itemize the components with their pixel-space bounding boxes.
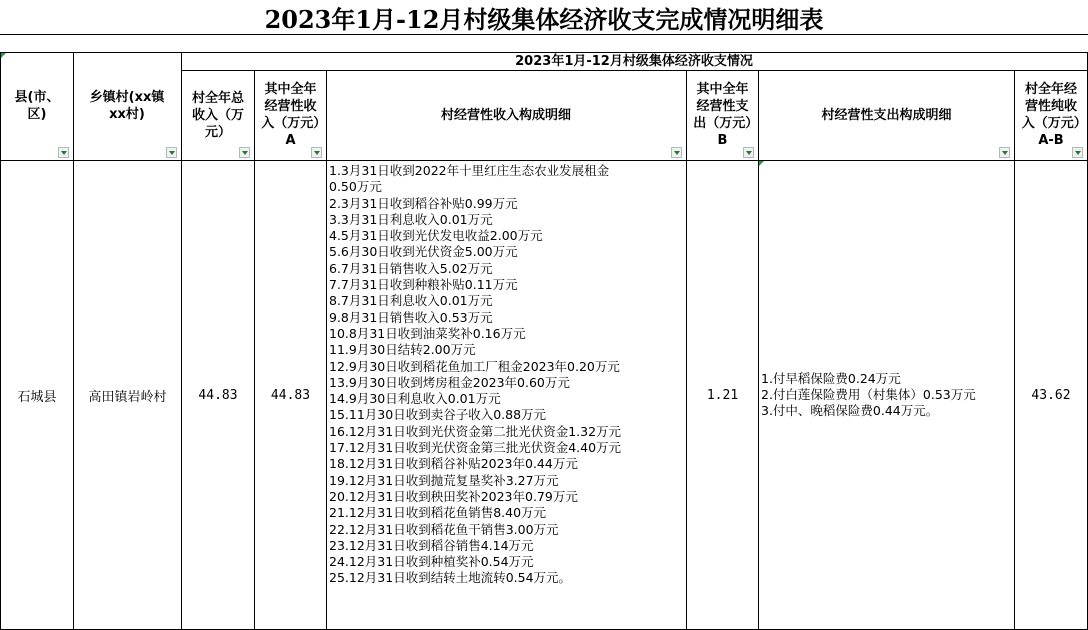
income-detail-line: 23.12月31日收到稻谷销售4.14万元	[329, 537, 534, 553]
income-detail-line: 16.12月31日收到光伏资金第二批光伏资金1.32万元	[329, 423, 622, 439]
header-village: 乡镇村(xx镇xx村)	[89, 90, 165, 122]
cell-net-income: 43.62	[1031, 387, 1071, 403]
income-detail-line: 19.12月31日收到抛荒复垦奖补3.27万元	[329, 472, 559, 488]
income-detail-line: 8.7月31日利息收入0.01万元	[329, 293, 493, 309]
filter-dropdown-icon[interactable]	[58, 147, 69, 158]
income-detail-line: 9.8月31日销售收入0.53万元	[329, 309, 493, 325]
cell-village: 高田镇岩岭村	[88, 389, 167, 405]
header-operating-expense: 其中全年经营性支出（万元）B	[693, 82, 752, 148]
expense-detail-line: 1.付早稻保险费0.24万元	[761, 370, 901, 386]
income-detail-line: 11.9月30日结转2.00万元	[329, 342, 476, 358]
income-detail-line: 25.12月31日收到结转土地流转0.54万元。	[329, 570, 572, 586]
income-detail-line: 7.7月31日收到种粮补贴0.11万元	[329, 277, 518, 293]
grid-line	[758, 70, 759, 630]
page-title: 2023年1月-12月村级集体经济收支完成情况明细表	[264, 5, 824, 34]
grid-line	[0, 34, 1088, 35]
cell-operating-expense: 1.21	[706, 387, 739, 403]
header-total-income: 村全年总收入（万元）	[191, 90, 244, 140]
group-header: 2023年1月-12月村级集体经济收支情况	[515, 53, 753, 69]
expense-detail-list	[761, 371, 1007, 420]
income-detail-list	[329, 163, 685, 587]
income-detail-line: 18.12月31日收到稻谷补贴2023年0.44万元	[329, 456, 578, 472]
income-detail-line: 21.12月31日收到稻花鱼销售8.40万元	[329, 505, 547, 521]
grid-line	[326, 70, 327, 630]
header-county: 县(市、区)	[14, 90, 60, 122]
income-detail-line: 17.12月31日收到光伏资金第三批光伏资金4.40万元	[329, 440, 622, 456]
filter-dropdown-icon[interactable]	[166, 147, 177, 158]
cell-operating-income: 44.83	[270, 387, 311, 403]
income-detail-line: 22.12月31日收到稻花鱼干销售3.00万元	[329, 521, 559, 537]
income-detail-line: 20.12月31日收到秧田奖补2023年0.79万元	[329, 488, 578, 504]
income-detail-line: 10.8月31日收到油菜奖补0.16万元	[329, 325, 526, 341]
income-detail-line: 4.5月31日收到光伏发电收益2.00万元	[329, 228, 543, 244]
grid-line	[181, 70, 1088, 71]
filter-dropdown-icon[interactable]	[743, 147, 754, 158]
filter-dropdown-icon[interactable]	[1072, 147, 1083, 158]
filter-dropdown-icon[interactable]	[999, 147, 1010, 158]
income-detail-line: 3.3月31日利息收入0.01万元	[329, 211, 493, 227]
income-detail-line: 14.9月30日利息收入0.01万元	[329, 391, 501, 407]
income-detail-line: 12.9月30日收到稻花鱼加工厂租金2023年0.20万元	[329, 358, 620, 374]
cell-total-income: 44.83	[198, 387, 238, 403]
income-detail-line: 1.3月31日收到2022年十里红庄生态农业发展租金	[329, 163, 610, 178]
expense-detail-line: 2.付白莲保险费用（村集体）0.53万元	[761, 386, 976, 402]
header-expense-detail: 村经营性支出构成明细	[821, 107, 952, 123]
header-operating-income: 其中全年经营性收入（万元）A	[261, 82, 320, 148]
expense-detail-line: 3.付中、晚稻保险费0.44万元。	[761, 403, 939, 419]
cell-county: 石城县	[17, 389, 57, 405]
income-detail-line: 13.9月30日收到烤房租金2023年0.60万元	[329, 374, 570, 390]
header-net-income: 村全年经营性纯收入（万元）A-B	[1021, 82, 1081, 148]
header-income-detail: 村经营性收入构成明细	[440, 107, 571, 123]
filter-dropdown-icon[interactable]	[311, 147, 322, 158]
income-detail-line: 2.3月31日收到稻谷补贴0.99万元	[329, 195, 518, 211]
comment-marker-icon	[1, 53, 6, 58]
filter-dropdown-icon[interactable]	[671, 147, 682, 158]
income-detail-line: 15.11月30日收到卖谷子收入0.88万元	[329, 407, 547, 423]
filter-dropdown-icon[interactable]	[239, 147, 250, 158]
income-detail-line: 6.7月31日销售收入5.02万元	[329, 260, 493, 276]
income-detail-line: 5.6月30日收到光伏资金5.00万元	[329, 244, 518, 260]
income-detail-line: 0.50万元	[329, 179, 382, 195]
income-detail-line: 24.12月31日收到种植奖补0.54万元	[329, 554, 534, 570]
expense-detail-cell	[761, 161, 1013, 629]
